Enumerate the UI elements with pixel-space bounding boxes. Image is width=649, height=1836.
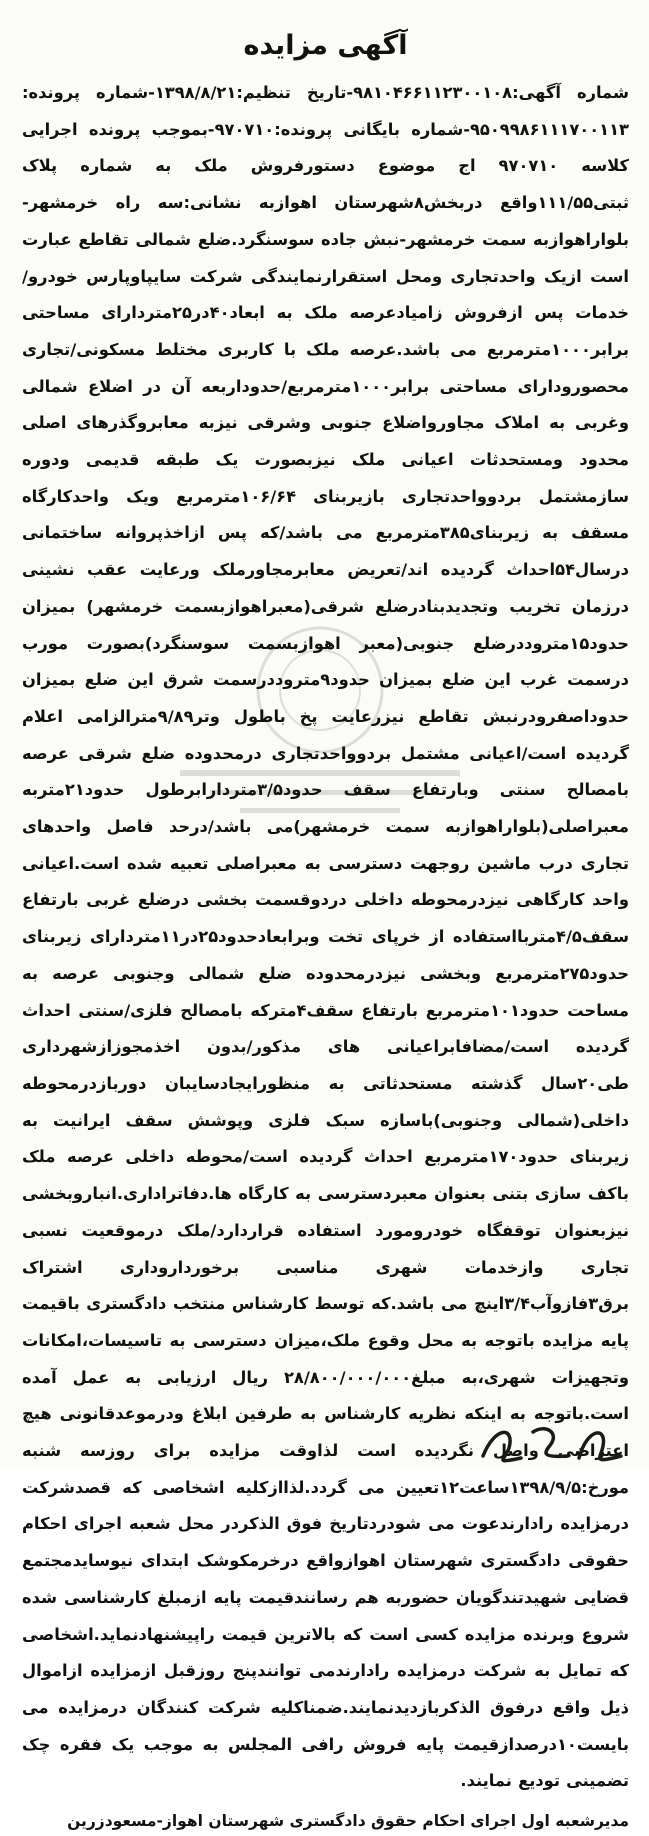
auction-notice — [22, 30, 630, 1831]
notice-title: آگهی مزایده — [243, 30, 408, 61]
handwritten-mark-icon — [475, 1418, 625, 1468]
notice-signature: مدیرشعبه اول اجرای احکام حقوق دادگستری شهرستان اهواز-مسعودزرین — [67, 1812, 629, 1831]
notice-body: شماره آگهی:۹۸۱۰۴۶۶۱۱۲۳۰۰۱۰۸-تاریخ تنظیم:۱۳۹۸/۸/۲۱-شماره پرونده: ۹۵۰۹۹۸۶۱۱۱۷۰۰۱۱۳-شماره بایگانی پرونده:۹۷۰۷۱۰-بموجب پرونده اجرایی کلاسه ۹۷۰۷۱۰ اج موضوع دستورفروش ملک به شماره پلاک ثبتی۱۱۱/۵۵واقع دربخش۸شهرستان اهوازبه نشانی:سه راه خرمشهر-بلواراهوازبه سمت خرمشهر-نبش جاده سوسنگرد.ضلع شمالی تقاطع عبارت است ازیک واحدتجاری ومحل استقرارنمایندگی شرکت سایپاوپارس خودرو/خدمات پس ازفروش زامیادعرصه ملک به ابعاد۴۰در۲۵متردارای مساحتی برابر۱۰۰۰مترمربع می باشد.عرصه ملک با کاربری مختلط مسکونی/تجاری محصورودارای مساحتی برابر۱۰۰۰مترمربع/حدوداربعه آن در اضلاع شمالی وغربی به املاک مجاورواضلاع جنوبی وشرقی نیزبه معابروگذرهای اصلی محدود ومستحدثات اعیانی ملک نیزبصورت یک طبقه قدیمی ودوره سازمشتمل بردوواحدتجاری بازیربنای ۱۰۶/۶۴مترمربع ویک واحدکارگاه مسقف به زیربنای۳۸۵مترمربع می باشد/که پس ازاخذپروانه ساختمانی درسال۵۴احداث گردیده اند/تعریض معابرمجاورملک ورعایت عقب نشینی درزمان تخریب وتجدیدبنادرضلع شرقی(معبراهوازبسمت خرمشهر) بمیزان حدود۱۵متروددرضلع جنوبی(معبر اهوازبسمت سوسنگرد)بصورت مورب درسمت غرب این ضلع بمیزان حدود۹متروددرسمت شرق این ضلع بمیزان حدوداصفرودرنبش تقاطع نیزرعایت پخ باطول وتر۹/۸۹مترالزامی اعلام گردیده است/اعیانی مشتمل بردوواحدتجاری درمحدوده ضلع شرقی عرصه بامصالح سنتی وبارتفاع سقف حدود۳/۵متردارابرطول حدود۲۱متربه معبراصلی(بلواراهوازبه سمت خرمشهر)می باشد/درحد فاصل واحدهای تجاری درب ماشین روجهت دسترسی به معبراصلی تعبیه شده است.اعیانی واحد کارگاهی نیزدرمحوطه داخلی دردوقسمت بخشی درضلع غربی بارتفاع سقف۴/۵متربااستفاده از خرپای تخت وبرابعادحدود۲۵در۱۱متردارای زیربنای حدود۲۷۵مترمربع وبخشی نیزدرمحدوده ضلع شمالی وجنوبی عرصه به مساحت حدود۱۰۱مترمربع بارتفاع سقف۴مترکه بامصالح فلزی/سنتی احداث گردیده است/مضافابراعیانی های مذکور/بدون اخذمجوزازشهرداری طی۲۰سال گذشته مستحدثاتی به منظورایجادسایبان دوربازدرمحوطه داخلی(شمالی وجنوبی)باسازه سبک فلزی وپوشش سقف ایرانیت به زیربنای حدود۱۷۰مترمربع احداث گردیده است/محوطه داخلی عرصه ملک باکف سازی بتنی بعنوان معبردسترسی به کارگاه ها.دفاتراداری.انباروبخشی نیزبعنوان توقفگاه خودرومورد استفاده قراردارد/ملک درموقعیت نسبی تجاری وازخدمات شهری مناسبی برخورداروداری اشتراک برق۳فازوآب۳/۴اینچ می باشد.که توسط کارشناس منتخب دادگستری باقیمت پایه مزایده باتوجه به محل وقوع ملک،میزان دسترسی به تاسیسات،امکانات وتجهیزات شهری،به مبلغ۲۸/۸۰۰/۰۰۰/۰۰۰ ریال ارزیابی به عمل آمده است.باتوجه به اینکه نظریه کارشناس به طرفین ابلاغ ودرموعدقانونی هیچ اعتراضی واصل نگردیده است لذاوقت مزایده برای روزسه شنبه مورخ:۱۳۹۸/۹/۵ساعت۱۲تعیین می گردد.لذاازکلیه اشخاصی که قصدشرکت درمزایده رادارندعوت می شودردتاریخ فوق الذکردر محل شعبه اجرای احکام حقوقی دادگستری شهرستان اهوازواقع درخرمکوشک ابتدای نیوسایدمجتمع قضایی شهیدتندگویان حضوربه هم رسانندقیمت پایه ازمبلغ کارشناسی شده شروع وبرنده مزایده کسی است که بالاترین قیمت راپیشنهادنماید.اشخاصی که تمایل به شرکت درمزایده رادارندمی توانندپنج روزقبل ازمزایده ازاموال ذیل واقع درفوق الذکربازدیدنمایند.ضمناکلیه شرکت کنندگان درمزایده می بایست۱۰درصدازقیمت پایه فروش رافی المجلس به موجب یک فقره چک تضمینی تودیع نمایند. — [22, 83, 630, 1791]
